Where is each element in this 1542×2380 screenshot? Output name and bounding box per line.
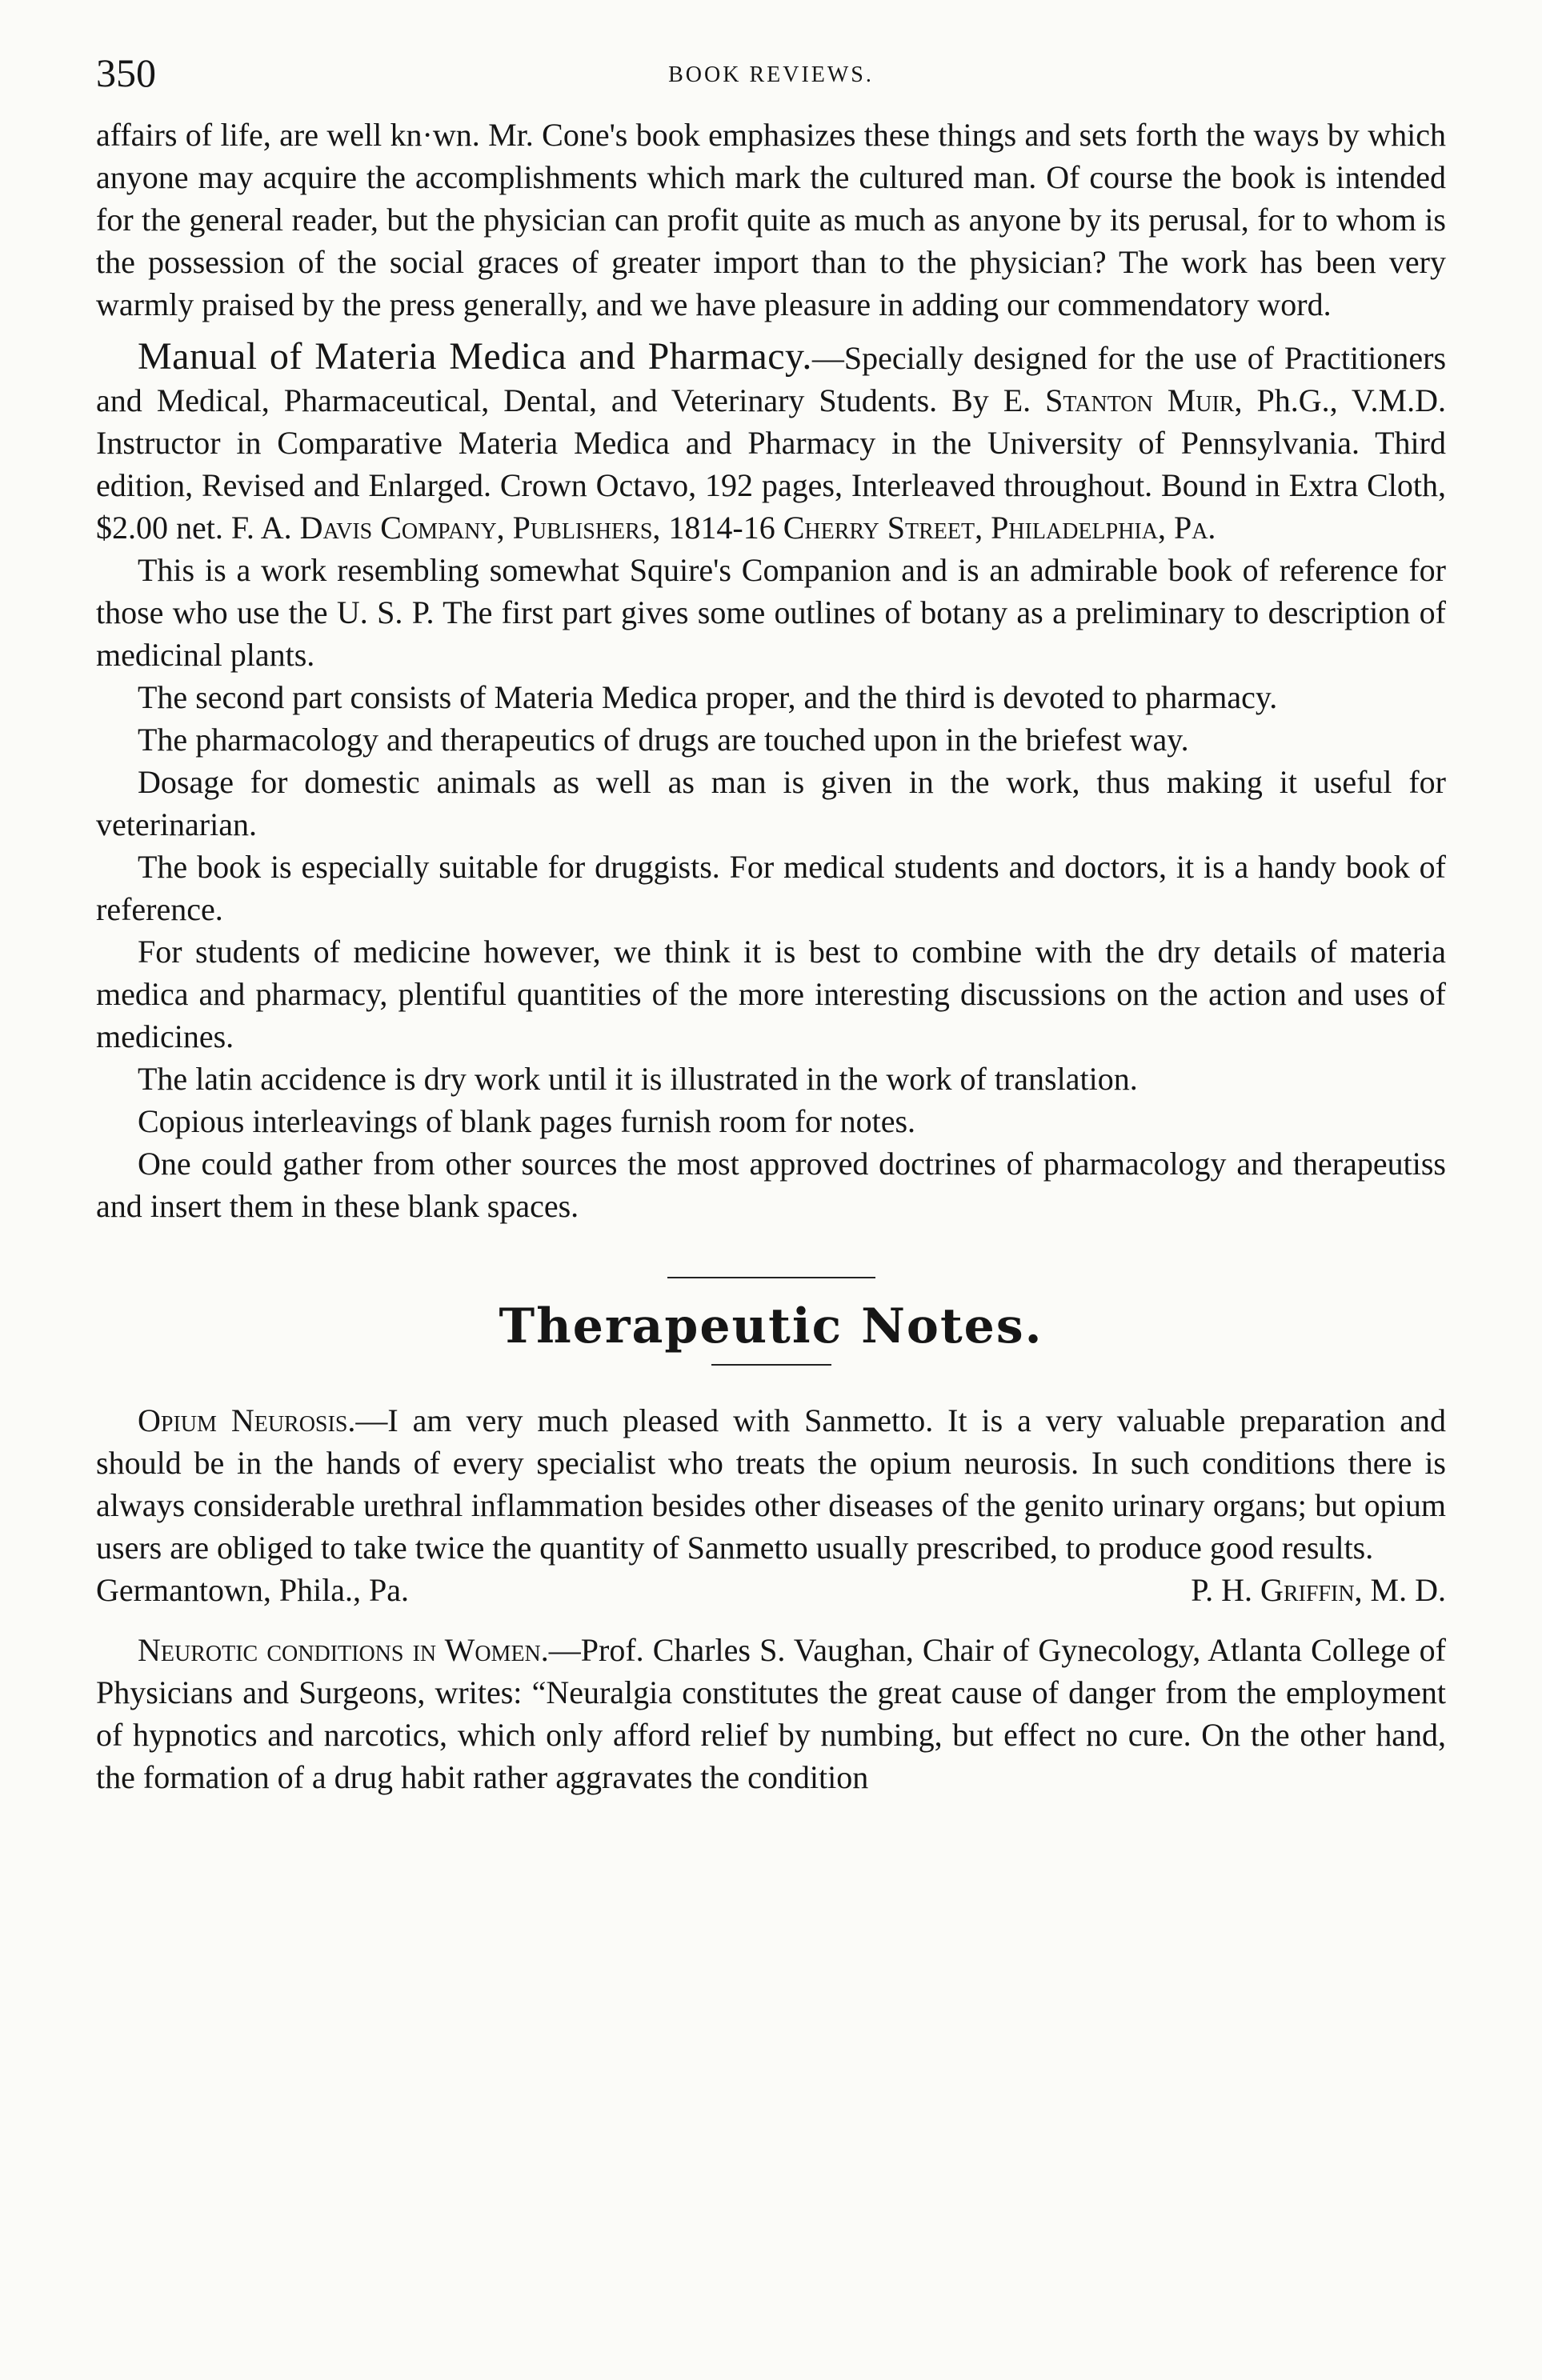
- review-paragraph: The second part consists of Materia Medica proper, and the third is devoted to pharmacy.: [138, 679, 1278, 715]
- note-location: Germantown, Phila., Pa.: [96, 1572, 410, 1608]
- note-text: —Prof. Charles S. Vaughan, Chair of Gynecology, Atlanta College of Physicians and Surgeons, writes: “Neuralgia constitutes the great cause of danger from the employment of hypnotics and narcotics, which only afford relief by numbing, but effect no cure. On the other hand, the formation of a drug habit rather aggravates the condition: [96, 1632, 1446, 1795]
- running-head: [96, 50, 1446, 114]
- review-paragraph: The latin accidence is dry work until it is illustrated in the work of translation.: [138, 1061, 1138, 1097]
- section-title: Therapeutic Notes.: [499, 1298, 1043, 1354]
- review-paragraph: The book is especially suitable for druggists. For medical students and doctors, it is a handy book of reference.: [96, 849, 1446, 927]
- note-signature: P. H. Griffin, M. D.: [1191, 1572, 1446, 1608]
- section-divider: [667, 1277, 875, 1278]
- review-publisher: F. A. Davis Company, Publishers, 1814-16 Cherry Street, Philadelphia, Pa.: [230, 510, 1216, 546]
- review-paragraph: Copious interleavings of blank pages furnish room for notes.: [138, 1103, 916, 1139]
- review-paragraph: For students of medicine however, we think it is best to combine with the dry details of materia medica and pharmacy, plentiful quantities of the more interesting discussions on the action and uses of medicines.: [96, 934, 1446, 1054]
- review-paragraph: Dosage for domestic animals as well as man is given in the work, thus making it useful for veterinarian.: [96, 764, 1446, 842]
- review-description: —Specially designed for the use of Practitioners and Medical, Pharmaceutical, Dental, and Veterinary Students. By E.: [96, 340, 1447, 418]
- review-book-title: Manual of Materia Medica and Pharmacy.: [138, 335, 812, 378]
- review-author: Stanton Muir: [1045, 382, 1235, 418]
- spacer: [96, 1611, 1446, 1629]
- review-header: [96, 335, 1446, 549]
- page-number: 350: [96, 50, 156, 95]
- review-paragraph: The pharmacology and therapeutics of drugs are touched upon in the briefest way.: [138, 722, 1189, 758]
- running-title: BOOK REVIEWS.: [668, 62, 874, 87]
- note-paragraph: [96, 1399, 1446, 1569]
- text-column: [96, 114, 1446, 1798]
- section-title-underline: [711, 1364, 831, 1366]
- review-paragraph: One could gather from other sources the most approved doctrines of pharmacology and therapeutiss and insert them in these blank spaces.: [96, 1146, 1446, 1224]
- note-signature-line: [96, 1569, 1446, 1611]
- note-paragraph: [96, 1629, 1446, 1798]
- note-heading: Neurotic conditions in Women.: [138, 1632, 549, 1668]
- review-continuation-paragraph: affairs of life, are well kn·wn. Mr. Cone's book emphasizes these things and sets forth the ways by which anyone may acquire the accomplishments which mark the cultured man. Of course the book is intended for the general reader, but the physician can profit quite as much as anyone by its perusal, for to whom is the possession of the social graces of greater import than to the physician? The work has been very warmly praised by the press generally, and we have pleasure in adding our commendatory word.: [96, 117, 1446, 322]
- review-credentials: , Ph.G., V.M.D. Instructor in Comparative Materia Medica and Pharmacy in the University of Pennsylvania. Third edition, Revised and Enlarged. Crown Octavo, 192 pages, Interleaved throughout. Bound in Extra Cloth, $2.00 net.: [96, 382, 1446, 546]
- note-text: —I am very much pleased with Sanmetto. It is a very valuable preparation and should be in the hands of every specialist who treats the opium neurosis. In such conditions there is always considerable urethral inflammation besides other diseases of the genito urinary organs; but opium users are obliged to take twice the quantity of Sanmetto usually prescribed, to produce good results.: [96, 1402, 1446, 1566]
- review-paragraph: This is a work resembling somewhat Squire's Companion and is an admirable book of reference for those who use the U. S. P. The first part gives some outlines of botany as a preliminary to description of medicinal plants.: [96, 552, 1446, 673]
- note-heading: Opium Neurosis.: [138, 1402, 356, 1438]
